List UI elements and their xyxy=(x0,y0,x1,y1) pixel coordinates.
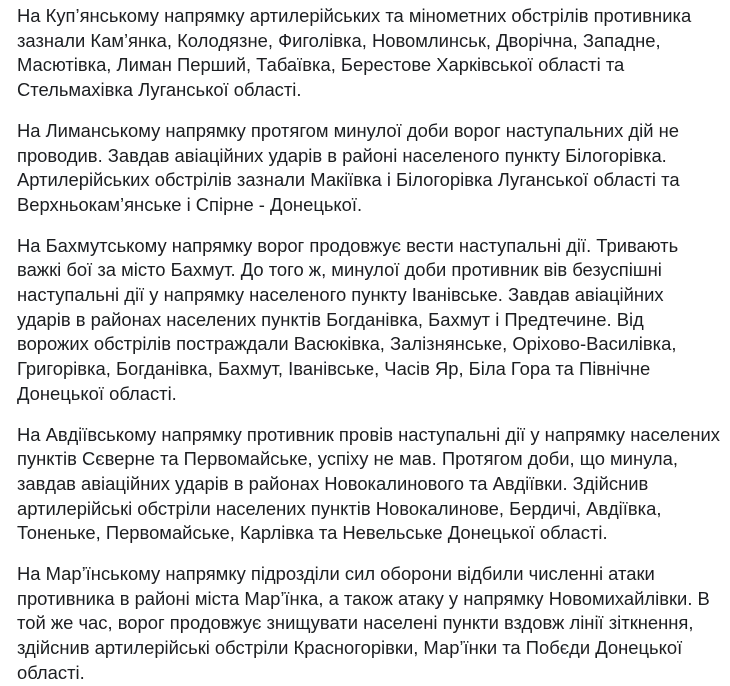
paragraph-kupiansk: На Куп’янському напрямку артилерійських та мінометних обстрілів противника зазнали Кам’янка, Колодязне, Фиголівка, Новомлинськ, Дворічна, Западне, Масютівка, Лиман Перший, Табаївка, Берестове Харківської області та Стельмахівка Луганської області. xyxy=(17,5,692,101)
paragraph-lyman: На Лиманському напрямку протягом минулої доби ворог наступальних дій не проводив. Завдав авіаційних ударів в районі населеного пункту Білогорівка. Артилерійських обстрілів зазнали Макіївка і Білогорівка Луганської області та Верхньокам’янське і Спірне - Донецької. xyxy=(17,119,680,215)
paragraph-marinka: На Мар’їнському напрямку підрозділи сил оборони відбили численні атаки противника в районі міста Мар’їнка, а також атаку у напрямку Новомихайлівки. В той же час, ворог продовжує знищувати населені пункти вздовж лінії зіткнення, здійснив артилерійські обстріли Красногорівки, Мар’їнки та Побєди Донецької області. xyxy=(17,563,710,683)
paragraph-avdiivka: На Авдіївському напрямку противник провів наступальні дії у напрямку населених пунктів Сєверне та Первомайське, успіху не мав. Протягом доби, що минула, завдав авіаційних ударів в районах Новокалинового та Авдіївки. Здійснив артилерійські обстріли населених пунктів Новокалинове, Бердичі, Авдіївка, Тоненьке, Первомайське, Карлівка та Невельське Донецької області. xyxy=(17,423,720,544)
paragraph-bakhmut: На Бахмутському напрямку ворог продовжує вести наступальні дії. Тривають важкі бої за місто Бахмут. До того ж, минулої доби противник вів безуспішні наступальні дії у напрямку населеного пункту Іванівське. Завдав авіаційних ударів в районах населених пунктів Богданівка, Бахмут і Предтечине. Від ворожих обстрілів постраждали Васюківка, Залізнянське, Оріхово-Василівка, Григорівка, Богданівка, Бахмут, Іванівське, Часів Яр, Біла Гора та Північне Донецької області. xyxy=(17,234,679,404)
